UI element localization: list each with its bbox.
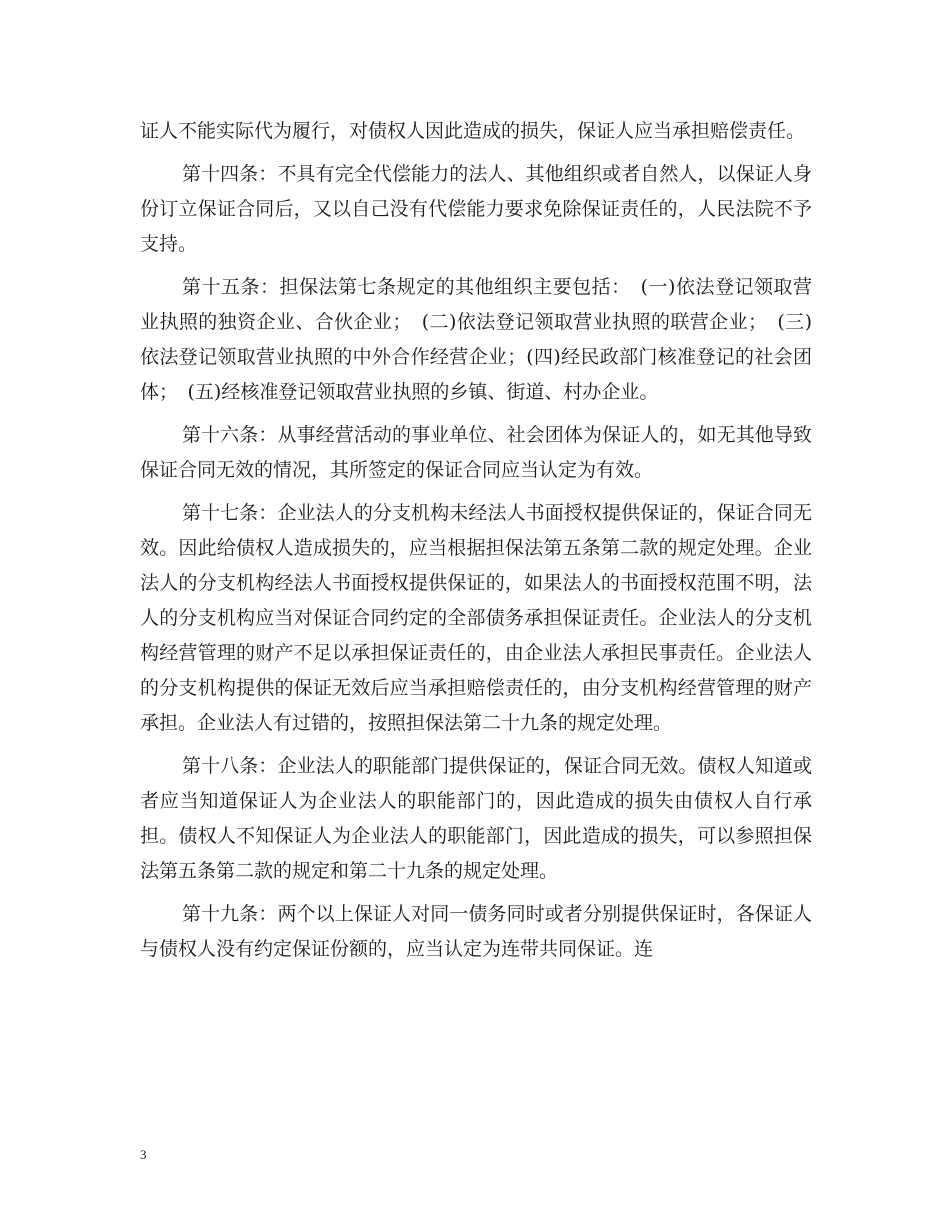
paragraph-article-18: 第十八条：企业法人的职能部门提供保证的，保证合同无效。债权人知道或者应当知道保证人为企业法人的职能部门的，因此造成的损失由债权人自行承担。债权人不知保证人为企业法人的职能部门，因此造成的损失，可以参照担保法第五条第二款的规定和第二十九条的规定处理。 xyxy=(140,755,812,882)
paragraph-article-14: 第十四条：不具有完全代偿能力的法人、其他组织或者自然人，以保证人身份订立保证合同后，又以自己没有代偿能力要求免除保证责任的，人民法院不予支持。 xyxy=(140,163,812,255)
paragraph-article-16: 第十六条：从事经营活动的事业单位、社会团体为保证人的，如无其他导致保证合同无效的情况，其所签定的保证合同应当认定为有效。 xyxy=(140,424,812,481)
paragraph-continuation: 证人不能实际代为履行，对债权人因此造成的损失，保证人应当承担赔偿责任。 xyxy=(140,120,806,142)
document-body xyxy=(140,114,812,975)
paragraph-article-15: 第十五条：担保法第七条规定的其他组织主要包括： (一)依法登记领取营业执照的独资企业、合伙企业； (二)依法登记领取营业执照的联营企业； (三)依法登记领取营业执照的中外合作经营企业；(四)经民政部门核准登记的社会团体； (五)经核准登记领取营业执照的乡镇、街道、村办企业。 xyxy=(140,276,812,403)
paragraph-article-19: 第十九条：两个以上保证人对同一债务同时或者分别提供保证时，各保证人与债权人没有约定保证份额的，应当认定为连带共同保证。连 xyxy=(140,903,812,960)
paragraph-article-17: 第十七条：企业法人的分支机构未经法人书面授权提供保证的，保证合同无效。因此给债权人造成损失的，应当根据担保法第五条第二款的规定处理。企业法人的分支机构经法人书面授权提供保证的，如果法人的书面授权范围不明，法人的分支机构应当对保证合同约定的全部债务承担保证责任。企业法人的分支机构经营管理的财产不足以承担保证责任的，由企业法人承担民事责任。企业法人的分支机构提供的保证无效后应当承担赔偿责任的，由分支机构经营管理的财产承担。企业法人有过错的，按照担保法第二十九条的规定处理。 xyxy=(140,502,812,734)
page-number: 3 xyxy=(140,1147,147,1162)
